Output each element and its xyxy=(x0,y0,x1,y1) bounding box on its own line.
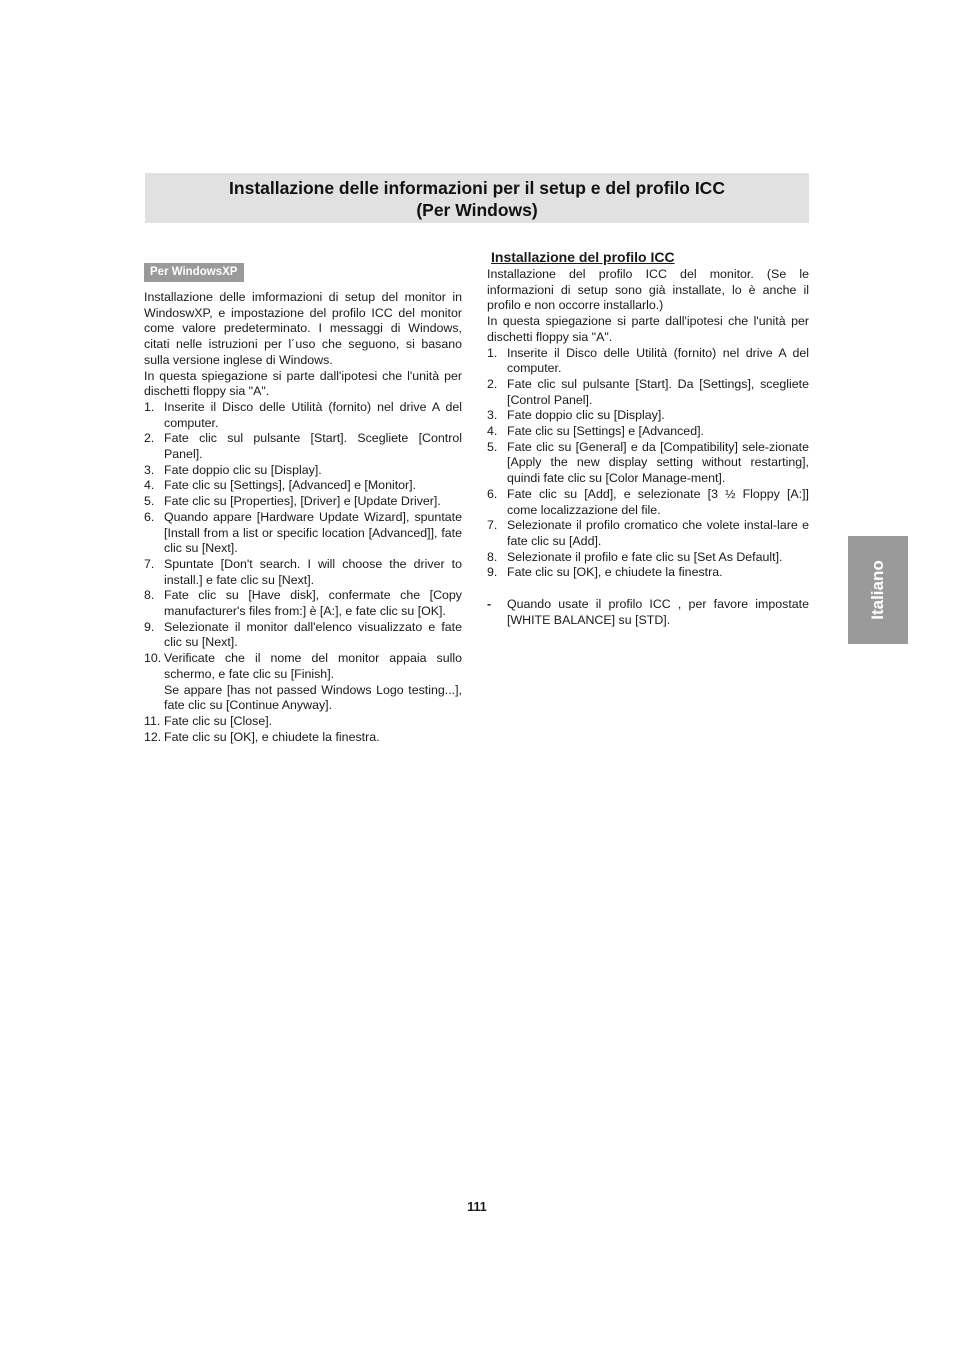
list-item xyxy=(487,518,809,549)
step-number: 8. xyxy=(144,588,155,603)
list-item xyxy=(487,424,809,440)
list-item xyxy=(144,651,462,714)
step-number: 9. xyxy=(487,565,498,580)
step-number: 11. xyxy=(144,713,161,728)
step-number: 6. xyxy=(144,509,155,524)
list-item xyxy=(487,440,809,487)
page-title-line2: (Per Windows) xyxy=(416,200,538,220)
step-number: 6. xyxy=(487,486,498,501)
language-label: Italiano xyxy=(868,560,887,620)
step-number: 3. xyxy=(487,408,498,423)
step-text: Fate clic su [Settings], [Advanced] e [Monitor]. xyxy=(164,478,417,493)
step-text: Selezionate il profilo e fate clic su [Set As Default]. xyxy=(507,549,783,564)
step-text: Fate clic su [OK], e chiudete la finestra. xyxy=(164,729,380,744)
step-text: Fate clic su [Close]. xyxy=(164,713,273,728)
step-number: 9. xyxy=(144,619,155,634)
step-number: 2. xyxy=(144,431,155,446)
step-number: 5. xyxy=(144,494,155,509)
left-intro-2: In questa spiegazione si parte dall'ipotesi che l'unità per dischetti floppy sia "A". xyxy=(144,368,462,399)
step-text: Quando appare [Hardware Update Wizard], spuntate [Install from a list or specific location [Advanced]], fate clic su [Next]. xyxy=(164,509,462,556)
list-item xyxy=(144,400,462,431)
step-text: Fate clic su [Have disk], confermate che [Copy manufacturer's files from:] è [A:], e fate clic su [OK]. xyxy=(164,588,462,619)
list-item xyxy=(487,487,809,518)
step-text: Fate doppio clic su [Display]. xyxy=(164,462,322,477)
step-text: Fate clic su [Settings] e [Advanced]. xyxy=(507,424,704,439)
right-steps-list xyxy=(487,346,809,582)
page-title-line1: Installazione delle informazioni per il setup e del profilo ICC xyxy=(229,178,725,198)
step-number: 3. xyxy=(144,462,155,477)
step-number: 12. xyxy=(144,729,162,744)
step-text: Selezionate il monitor dall'elenco visualizzato e fate clic su [Next]. xyxy=(164,619,462,650)
step-number: 5. xyxy=(487,439,498,454)
step-text: Spuntate [Don't search. I will choose the driver to install.] e fate clic su [Next]. xyxy=(164,556,462,587)
list-item xyxy=(144,510,462,557)
list-item xyxy=(144,588,462,619)
step-number: 1. xyxy=(487,345,498,360)
list-item xyxy=(144,714,462,730)
left-steps-list xyxy=(144,400,462,745)
step-text: Fate clic su [General] e da [Compatibility] sele-zionate [Apply the new display setting without restarting], quindi fate clic su [Color Manage-ment]. xyxy=(507,439,809,486)
right-column xyxy=(487,249,809,628)
list-item xyxy=(487,346,809,377)
step-number: 8. xyxy=(487,549,498,564)
language-side-tab xyxy=(848,536,908,644)
step-text: Inserite il Disco delle Utilità (fornito) nel drive A del computer. xyxy=(164,399,462,430)
list-item xyxy=(144,478,462,494)
step-text: Verificate che il nome del monitor appaia sullo schermo, e fate clic su [Finish]. xyxy=(164,651,462,681)
step-number: 4. xyxy=(487,424,498,439)
list-item xyxy=(487,377,809,408)
step-text: Fate doppio clic su [Display]. xyxy=(507,408,665,423)
list-item xyxy=(144,557,462,588)
section-heading-icc: Installazione del profilo ICC xyxy=(491,249,675,265)
step-text: Selezionate il profilo cromatico che volete instal-lare e fate clic su [Add]. xyxy=(507,518,809,548)
step-number: 7. xyxy=(144,556,155,571)
list-item xyxy=(144,431,462,462)
step-number: 1. xyxy=(144,399,155,414)
list-item xyxy=(487,408,809,424)
step-text: Se appare [has not passed Windows Logo testing...], fate clic su [Continue Anyway]. xyxy=(164,682,462,713)
note-dash: - xyxy=(487,597,492,612)
step-number: 2. xyxy=(487,376,498,391)
step-text: Fate clic su [Properties], [Driver] e [Update Driver]. xyxy=(164,494,441,509)
step-number: 4. xyxy=(144,478,155,493)
step-text: Fate clic su [Add], e selezionate [3 ½ Floppy [A:]] come localizzazione del file. xyxy=(507,486,809,517)
right-intro-1: Installazione del profilo ICC del monitor. (Se le informazioni di setup sono già installate, lo è anche il profilo e non occorre installarlo.) xyxy=(487,267,809,313)
note-text: Quando usate il profilo ICC , per favore impostate [WHITE BALANCE] su [STD]. xyxy=(507,597,809,627)
list-item xyxy=(144,730,462,746)
step-text: Fate clic sul pulsante [Start]. Scegliete [Control Panel]. xyxy=(164,431,462,462)
left-intro-1: Installazione delle imformazioni di setup del monitor in WindoswXP, e impostazione del profilo ICC del monitor come valore predeterminato. I messaggi di Windows, citati nelle istruzioni per l´uso che seguono, si basano sulla versione inglese di Windows. xyxy=(144,290,462,367)
icc-note xyxy=(487,597,809,628)
page-number: 111 xyxy=(467,1200,487,1214)
list-item xyxy=(487,565,809,581)
list-item xyxy=(144,494,462,510)
step-text: Fate clic su [OK], e chiudete la finestra. xyxy=(507,565,723,580)
right-intro-2: In questa spiegazione si parte dall'ipotesi che l'unità per dischetti floppy sia "A". xyxy=(487,314,809,344)
list-item xyxy=(487,550,809,566)
list-item xyxy=(144,620,462,651)
step-number: 10. xyxy=(144,651,162,666)
step-number: 7. xyxy=(487,518,498,533)
step-text: Fate clic sul pulsante [Start]. Da [Settings], scegliete [Control Panel]. xyxy=(507,376,809,407)
list-item xyxy=(144,463,462,479)
step-text: Inserite il Disco delle Utilità (fornito) nel drive A del computer. xyxy=(507,345,809,376)
page-title-bar xyxy=(145,173,809,223)
left-column xyxy=(144,262,462,745)
section-tag-windowsxp: Per WindowsXP xyxy=(144,263,244,282)
